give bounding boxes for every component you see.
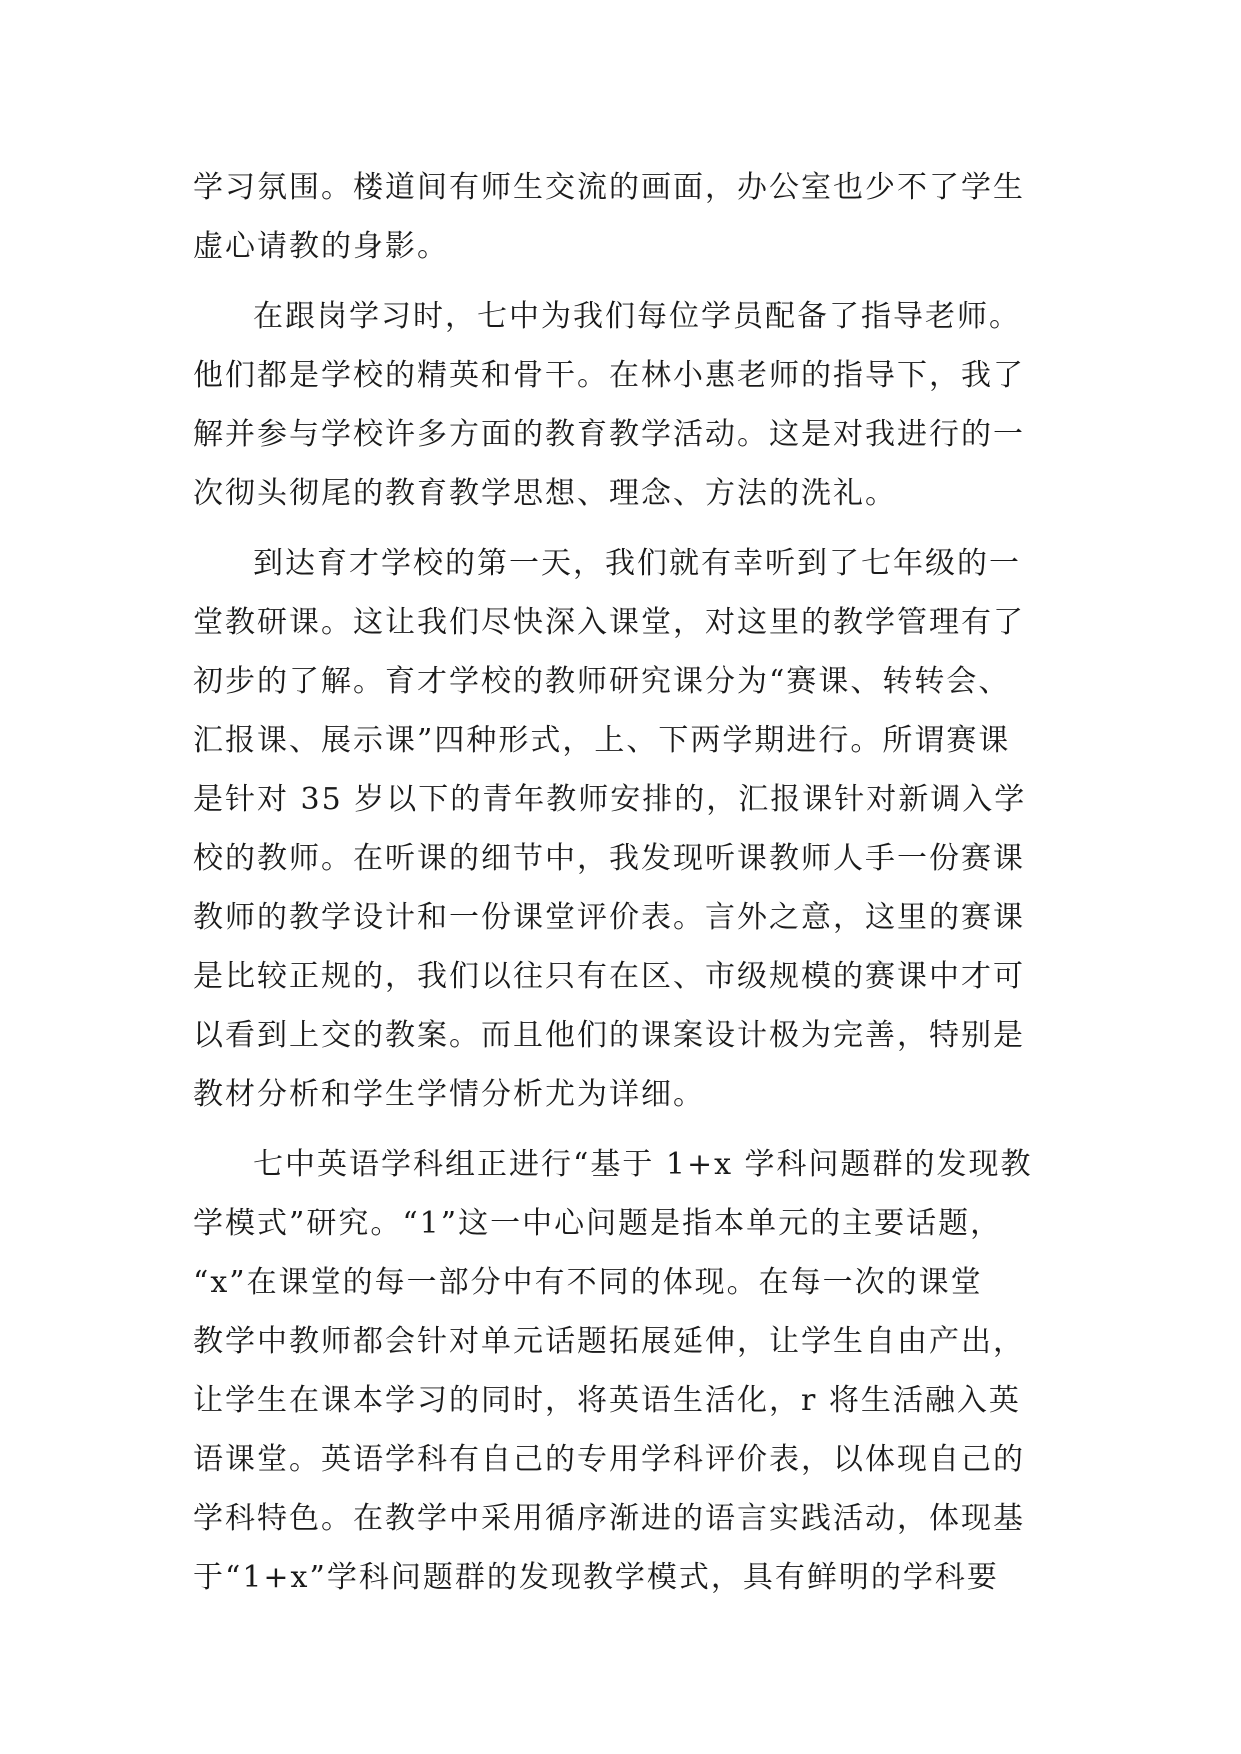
text-line: 教学中教师都会针对单元话题拓展延伸，让学生自由产出， <box>193 1324 1025 1359</box>
text-line: 以看到上交的教案。而且他们的课案设计极为完善，特别是 <box>193 1018 1025 1053</box>
paragraph-3 <box>193 534 1073 1124</box>
text-line: 让学生在课本学习的同时，将英语生活化，r 将生活融入英 <box>193 1383 1021 1418</box>
text-line: 学科特色。在教学中采用循序渐进的语言实践活动，体现基 <box>193 1501 1025 1536</box>
text-line: 解并参与学校许多方面的教育教学活动。这是对我进行的一 <box>193 417 1025 452</box>
text-line: 虚心请教的身影。 <box>193 229 449 264</box>
text-line: 学习氛围。楼道间有师生交流的画面，办公室也少不了学生 <box>193 170 1025 205</box>
text-line: 初步的了解。育才学校的教师研究课分为“赛课、转转会、 <box>193 664 1011 699</box>
text-line: 语课堂。英语学科有自己的专用学科评价表，以体现自己的 <box>193 1442 1025 1477</box>
text-line: 学模式”研究。“1”这一中心问题是指本单元的主要话题， <box>193 1206 1003 1241</box>
text-line: 校的教师。在听课的细节中，我发现听课教师人手一份赛课 <box>193 841 1025 876</box>
text-line: 是针对 35 岁以下的青年教师安排的，汇报课针对新调入学 <box>193 782 1027 817</box>
text-line: 汇报课、展示课”四种形式，上、下两学期进行。所谓赛课 <box>193 723 1011 758</box>
body-text <box>193 158 1073 1607</box>
text-line: 他们都是学校的精英和骨干。在林小惠老师的指导下，我了 <box>193 358 1025 393</box>
text-line: 次彻头彻尾的教育教学思想、理念、方法的洗礼。 <box>193 476 897 511</box>
paragraph-1 <box>193 158 1073 276</box>
text-line: 教师的教学设计和一份课堂评价表。言外之意，这里的赛课 <box>193 900 1025 935</box>
text-line: 教材分析和学生学情分析尤为详细。 <box>193 1077 705 1112</box>
paragraph-2 <box>193 287 1073 523</box>
text-line: 堂教研课。这让我们尽快深入课堂，对这里的教学管理有了 <box>193 605 1025 640</box>
text-line: 在跟岗学习时，七中为我们每位学员配备了指导老师。 <box>253 299 1021 334</box>
text-line: 是比较正规的，我们以往只有在区、市级规模的赛课中才可 <box>193 959 1025 994</box>
text-line: 于“1+x”学科问题群的发现教学模式，具有鲜明的学科要 <box>193 1560 999 1595</box>
text-line: “x”在课堂的每一部分中有不同的体现。在每一次的课堂 <box>193 1265 983 1300</box>
paragraph-4 <box>193 1135 1073 1607</box>
text-line: 七中英语学科组正进行“基于 1+x 学科问题群的发现教 <box>253 1147 1033 1182</box>
text-line: 到达育才学校的第一天，我们就有幸听到了七年级的一 <box>253 546 1021 581</box>
